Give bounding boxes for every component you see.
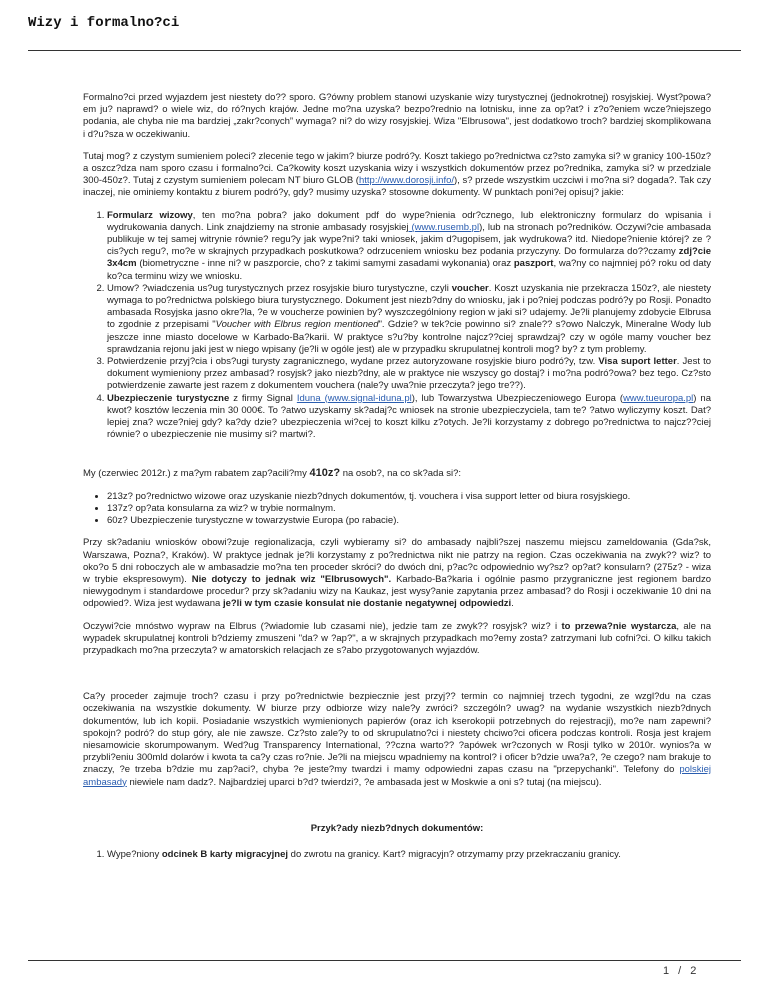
text-span: ), lub Towarzystwa Ubezpieczeniowego Europa ( <box>411 392 624 404</box>
paragraph-regionalization <box>83 537 711 610</box>
paragraph-regular-visa <box>83 621 711 658</box>
bold-text: Formularz wizowy <box>107 209 193 221</box>
link-rusemb[interactable]: (www.rusemb.pl <box>408 221 480 233</box>
link-dorosji[interactable]: http://www.dorosji.info/ <box>358 175 455 187</box>
spacer <box>83 451 711 467</box>
paragraph-corruption <box>83 691 711 789</box>
text-span: (biometryczne - inne ni? w paszporcie, cho? z takimi samymi zasadami wykonania) oraz <box>136 258 514 270</box>
text-span: , ten mo?na pobra? jako dokument pdf do wype?nienia odr?cznego, lub elektroniczny formularz do wpisania i wydrukowania danych. Link znajdziemy na stronie ambasady rosyjskiej <box>107 209 711 233</box>
list-item-visa-form <box>107 210 711 283</box>
text-span: ), lub na stronach po?redników. Oczywi?cie ambasada publikuje w tej samej witrynie równie? regu?y jak wype?ni? taki wniosek, jakim d?ugopisem, jak wydrukowa? itd. Niedope?nienie której? ze ?cis?ych regu?, mo?e w skrajnych przypadkach poskutkowa? odrzuceniem wniosku bez podania przyczyny. Do formularza do??czamy <box>107 221 711 258</box>
examples-heading: Przyk?ady niezb?dnych dokumentów: <box>310 822 484 834</box>
text-span: Umow? ?wiadczenia us?ug turystycznych przez rosyjskie biuro turystyczne, czyli <box>107 282 452 294</box>
text-span: , wa?ny co najmniej pó? roku od daty ko?ca terminu wizy we wniosku. <box>107 258 711 282</box>
bold-text: Nie dotyczy to jednak wiz "Elbrusowych". <box>191 573 392 585</box>
text-span: Oczywi?cie mnóstwo wypraw na Elbrus (?wiadomie lub czasami nie), jedzie tam ze zwyk?? rosyjsk? wiz? i <box>83 620 562 632</box>
bold-text: odcinek B karty migracyjnej <box>161 848 289 860</box>
bold-text: Visa suport letter <box>598 356 677 368</box>
examples-list <box>83 849 711 861</box>
header-rule <box>28 50 741 51</box>
list-item: • 137z? op?ata konsularna za wiz? w trybie normalnym. <box>107 503 711 515</box>
paragraph-cost <box>83 467 711 480</box>
text-span: do zwrotu na granicy. Kart? migracyjn? otrzymamy przy przekraczaniu granicy. <box>288 848 621 860</box>
spacer <box>83 667 711 691</box>
text-span: Potwierdzenie przyj?cia i obs?ugi turysty zagranicznego, wydane przez autoryzowane rosyjskie biuro podró?y, tzw. <box>107 356 599 368</box>
cost-breakdown-list <box>83 491 711 528</box>
link-tueuropa[interactable]: www.tueuropa.pl <box>623 392 694 404</box>
text-span: , ale na wypadek skrupulatnej kontroli b?dziemy zmuszeni "da? w ?ap?", a w skrajnych przypadkach mo?emy zosta? zatrzymani lub cofni?ci. O kilku takich przypadkach mo?na przeczyta? w amatorskich relacjach ze s?abo przygotowanych wyjazdów. <box>83 620 711 656</box>
text-span: na osob?, na co sk?ada si?: <box>340 468 462 480</box>
list-item: • 60z? Ubezpieczenie turystyczne w towarzystwie Europa (po rabacie). <box>107 515 711 527</box>
list-item-support-letter <box>107 356 711 393</box>
bold-text: zdj?cie 3x4cm <box>107 246 711 270</box>
bold-text: voucher <box>451 282 489 294</box>
list-item-insurance <box>107 393 711 442</box>
list-item: • 213z? po?rednictwo wizowe oraz uzyskanie niezb?dnych dokumentów, tj. vouchera i visa support letter od biura rosyjskiego. <box>107 491 711 503</box>
page-indicator: 1 / 2 <box>663 965 700 977</box>
text-span: . Jest to dokument wymieniony przez ambasad? rosyjsk? jako niezb?dny, ale w praktyce nie wszyscy go dostaj? i mo?na podró?owa? bez tego. Cz?sto potwierdzenie zawarte jest razem z dokumentem vouchera (nale?y uwa?nie przeczyta? jego tre??). <box>107 356 712 392</box>
link-signal-iduna[interactable]: Iduna (www.signal-iduna.pl <box>296 392 412 404</box>
text-span: ". Gdzie? w tek?cie powinno si? znale?? s?owo Nalczyk, Mineralne Wody lub jeszcze inne miasto docelowe w Karbado-Ba?karii. W praktyce s?u?by kontrolne najcz??ciej sprawdzaj? czy w ogóle mamy voucher bez sprawdzania rejonu jaki jest w niego wpisany (je?li w ogóle jest) ale w przypadku skrupulatnej kontroli mog? by? z tym problemy. <box>107 319 711 355</box>
text-span: z firmy Signal <box>229 392 297 404</box>
article-body <box>83 92 711 871</box>
link-polish-embassy[interactable]: polskiej ambasady <box>83 764 711 788</box>
italic-text: Voucher with Elbrus region mentioned <box>215 319 379 331</box>
spacer <box>83 799 711 823</box>
bold-text: to przewa?nie wystarcza <box>561 620 677 632</box>
bold-text: Ubezpieczenie turystyczne <box>107 392 230 404</box>
text-span: Tutaj mog? z czystym sumieniem poleci? zlecenie tego w jakim? biurze podró?y. Koszt takiego po?rednictwa cz?sto zamyka si? w granicy 100-150z? a oszcz?dza nam sporo czasu i formalno?ci. Ca?kowity koszt uzyskania wizy i wszystkich dokumentów przez po?rednika, zamyka si? w przedziale 300-450z?. Tutaj z czystym sumieniem polecam NT biuro GLOB ( <box>83 150 711 187</box>
text-span: Wype?niony <box>107 848 162 860</box>
text-span: ) na kwot? kosztów leczenia min 30 000€. To ?atwo uzyskamy sk?adaj?c wniosek na stronie ubezpieczyciela, tam te? ?atwo wyliczymy koszt. Dat? lepiej zna? wcze?niej gdy? ka?dy dzie? ubezpieczenia wi?cej to koszt kilku z?otych. Je?li korzystamy z dobrego po?rednictwa to najcz??ciej równie? o ubezpieczenie nie musimy si? martwi?. <box>107 392 711 441</box>
page-title: Wizy i formalno?ci <box>28 15 180 31</box>
text-span: . Koszt uzyskania nie przekracza 150z?, ale niestety wymaga to po?rednictwa polskiego biura turystycznego. Dokument jest niezb?dny do wniosku, jak i po?niej podczas podró?y po Rosji. Ponadto ambasada Rosyjska jasno okre?la, ?e w voucherze powinien by? wyszczególniony region w jaki si? udajemy. Je?li planujemy zdobycie Elbrusa to zgodnie z przepisami " <box>107 282 711 331</box>
cost-amount: 410z? <box>309 467 341 480</box>
footer-rule <box>28 960 741 961</box>
text-span: My (czerwiec 2012r.) z ma?ym rabatem zap?acili?my <box>83 468 310 480</box>
bold-text: je?li w tym czasie konsulat nie dostanie negatywnej odpowiedzi <box>222 598 512 610</box>
text-span: niewiele nam dadz?. Najbardziej uparci b?d? twierdzi?, ?e ambasada jest w Moskwie a oni s? tutaj (na miejscu). <box>126 776 602 788</box>
documents-list <box>83 210 711 442</box>
bold-text: paszport <box>513 258 554 270</box>
text-span: Karbado-Ba?karia i ogólnie pasmo przygraniczne jest regionem bardzo niewygodnym i standardowe procedur? przy sk?adaniu wizy na Kaukaz, jest wysy?anie zapytania przez ambasad? do Rosji i oczekiwanie 10 dni na odpowied?. Wiza jest wydawana <box>83 573 711 610</box>
list-item-voucher <box>107 283 711 356</box>
text-span: Ca?y proceder zajmuje troch? czasu i przy po?rednictwie bezpiecznie jest przyj?? termin co najmniej trzech tygodni, ze wzgl?du na czas oczekiwania na wszystkie dokumenty. W biurze przy odbiorze wizy nale?y zwróci? szczególn? uwag? na wydanie wszystkich niezb?dnych dokumentów, lub ich kopii. Posiadanie wszystkich wymienionych papierów (oraz ich kserokopii potrzebnych do rejestracji), mo?e nam zapewni? spokojn? podró? do stup góry, ale nie zawsze. Cz?sto zale?y to od skrupulatno?ci i niestety chciwo?ci oficera podczas kontroli. Rosja jest krajem niesamowicie skorumpowanym. Wed?ug Transparency International, ??czna warto?? ?apówek wr?czonych w Rosji tylko w 2010r. wynios?a w przybli?eniu 300mld dolarów i kwota ta ca?y czas ro?nie. Je?li na miejscu wpadniemy na kontrol? i oficer b?dzie uwa?a?, ?e czego? nam brakuje to znaczy, ?e trzeba b?dzie mu zap?aci?, chyba ?e jeste?my twardzi i mamy odpowiedni zapas czasu na "przepychanki". Telefony do <box>83 691 711 776</box>
text-span: . <box>511 598 514 610</box>
paragraph-agency <box>83 151 711 200</box>
intro-paragraph: Formalno?ci przed wyjazdem jest niestety do?? sporo. G?ówny problem stanowi uzyskanie wizy turystycznej (jednokrotnej) rosyjskiej. Wyst?powa?em ju? naprawd? o wiele wiz, do ró?nych krajów. Jedne mo?na uzyska? bezpo?rednio na lotnisku, inne za op?at? i z?o?eniem wcze?niejszego podania, ale chyba nie ma bardziej „zakr?conych” wymaga? ni? do wizy rosyjskiej. Wiza "Elbrusowa", jest dodatkowo troch? bardziej skomplikowana i d?u?sza w oczekiwaniu. <box>83 92 711 140</box>
text-span: Przy sk?adaniu wniosków obowi?zuje regionalizacja, czyli wybieramy si? do ambasady najbli?szej naszemu miejscu zameldowania (Gda?sk, Warszawa, Pozna?, Kraków). W praktyce jednak je?li korzystamy z po?rednictwa nikt nie patrzy na region. Czas oczekiwania na zwyk?? wiz? to oko?o 5 dni roboczych ale w ambasadzie mo?na ten proceder skróci? do dwóch dni, p?ac?c odpowiednio wy?sz? op?at? konsularn? (275z? - wiza w trybie ekspresowym). <box>83 537 711 585</box>
list-item-migration-card <box>107 849 711 861</box>
text-span: ), s? przede wszystkim uczciwi i mo?na si? dogada?. Tak czy inaczej, nie ominiemy kontaktu z biurem podró?y, gdy? musimy uzyska? stosowne dokumenty. W punktach poni?ej opisuj? jakie: <box>83 175 711 199</box>
